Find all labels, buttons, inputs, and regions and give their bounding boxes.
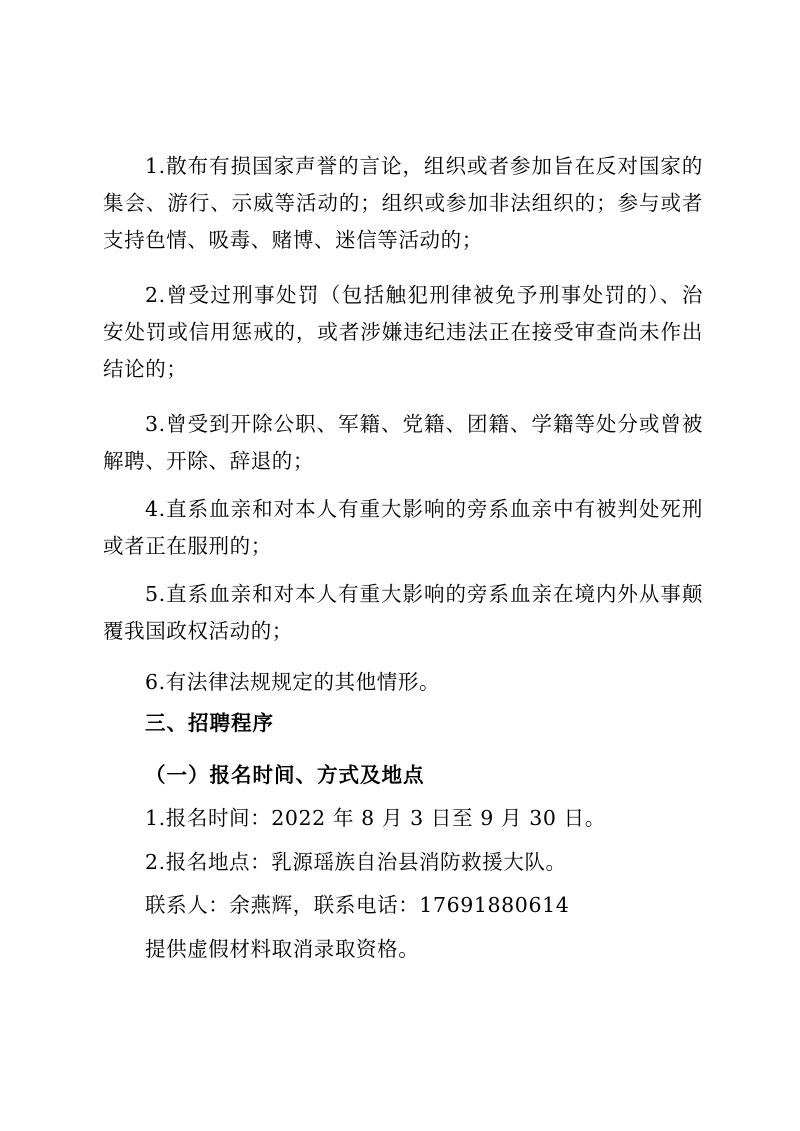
disqualification-item-5: 5.直系血亲和对本人有重大影响的旁系血亲在境内外从事颠覆我国政权活动的； [103,582,703,643]
registration-contact: 联系人：余燕辉，联系电话：17691880614 [145,893,570,917]
registration-time: 1.报名时间：2022 年 8 月 3 日至 9 月 30 日。 [145,806,606,830]
subsection-heading: （一）报名时间、方式及地点 [145,763,425,787]
disqualification-item-4: 4.直系血亲和对本人有重大影响的旁系血亲中有被判处死刑或者正在服刑的； [103,497,703,558]
disqualification-item-6: 6.有法律法规规定的其他情形。 [145,670,441,694]
registration-note: 提供虚假材料取消录取资格。 [145,937,420,961]
registration-place: 2.报名地点：乳源瑶族自治县消防救援大队。 [145,850,567,874]
section-heading: 三、招聘程序 [145,711,274,735]
disqualification-item-2: 2.曾受过刑事处罚（包括触犯刑律被免予刑事处罚的）、治安处罚或信用惩戒的，或者涉嫌违纪违法正在接受审查尚未作出结论的； [103,283,703,381]
disqualification-item-3: 3.曾受到开除公职、军籍、党籍、团籍、学籍等处分或曾被解聘、开除、辞退的； [103,412,703,473]
disqualification-item-1: 1.散布有损国家声誉的言论，组织或者参加旨在反对国家的集会、游行、示威等活动的；组织或参加非法组织的；参与或者支持色情、吸毒、赌博、迷信等活动的； [103,154,703,252]
